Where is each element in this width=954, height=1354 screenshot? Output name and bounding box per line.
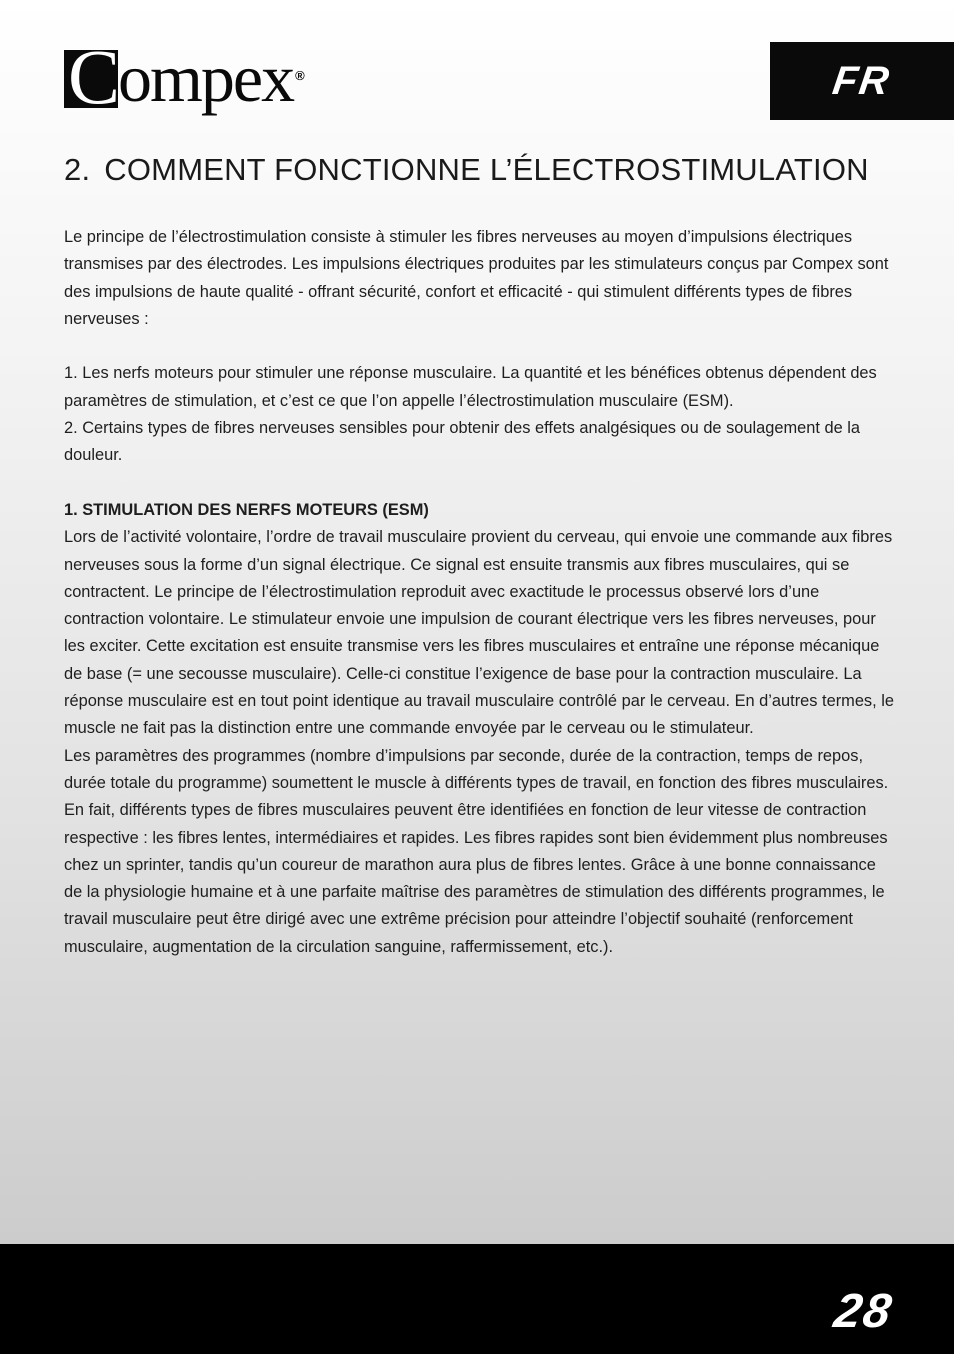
list-item-motor-nerves: 1. Les nerfs moteurs pour stimuler une réponse musculaire. La quantité et les bénéfices obtenus dépendent des paramètres de stimulation, et c’est ce que l’on appelle l’électrostimulation musculaire (ESM). (64, 364, 877, 410)
section-number: 2. (64, 152, 91, 187)
paragraph-program-parameters: Les paramètres des programmes (nombre d’impulsions par seconde, durée de la contraction, temps de repos, durée totale du programme) soumettent le muscle à différents types de travail, en fonction des fibres musculaires. En fait, différents types de fibres musculaires peuvent être identifiées en fonction de leur vitesse de contraction respective : les fibres lentes, intermédiaires et rapides. Les fibres rapides sont bien évidemment plus nombreuses chez un sprinter, tandis qu’un coureur de marathon aura plus de fibres lentes. Grâce à une bonne connaissance de la physiologie humaine et à une parfaite maîtrise des paramètres de stimulation des différents programmes, le travail musculaire peut être dirigé avec une extrême précision pour atteindre l’objectif souhaité (renforcement musculaire, augmentation de la circulation sanguine, raffermissement, etc.). (64, 746, 889, 956)
section-title (64, 152, 869, 188)
footer-bar (0, 1244, 954, 1354)
intro-paragraph: Le principe de l’électrostimulation consiste à stimuler les fibres nerveuses au moyen d’impulsions électriques transmises par des électrodes. Les impulsions électriques produites par les stimulateurs conçus par Compex sont des impulsions de haute qualité - offrant sécurité, confort et efficacité - qui stimulent différents types de fibres nerveuses : (64, 228, 889, 328)
body-content (64, 224, 896, 961)
list-item-sensory-nerves: 2. Certains types de fibres nerveuses sensibles pour obtenir des effets analgésiques ou de soulagement de la douleur. (64, 419, 861, 465)
page-number: 28 (829, 1285, 897, 1338)
logo-initial: C (67, 33, 121, 120)
registered-mark: ® (295, 68, 305, 83)
language-label: FR (830, 58, 894, 103)
logo-wordmark: ompex (118, 40, 294, 116)
paragraph-voluntary-activity: Lors de l’activité volontaire, l’ordre de travail musculaire provient du cerveau, qui envoie une commande aux fibres nerveuses sous la forme d’un signal électrique. Ce signal est ensuite transmis aux fibres musculaires, qui se contractent. Le principe de l’électrostimulation reproduit avec exactitude le processus observé lors d’une contraction volontaire. Le stimulateur envoie une impulsion de courant électrique vers les fibres nerveuses, pour les exciter. Cette excitation est ensuite transmise vers les fibres musculaires et entraîne une réponse mécanique de base (= une secousse musculaire). Celle-ci constitue l’exigence de base pour la contraction musculaire. La réponse musculaire est en tout point identique au travail musculaire contrôlé par le cerveau. En d’autres termes, le muscle ne fait pas la distinction entre une commande envoyée par le cerveau ou le stimulateur. (64, 528, 894, 738)
logo-initial-box (64, 33, 121, 120)
spacer (64, 470, 896, 497)
spacer (64, 333, 896, 360)
subheading: 1. STIMULATION DES NERFS MOTEURS (ESM) (64, 500, 429, 519)
compex-logo (64, 33, 305, 120)
section-title-text: COMMENT FONCTIONNE L’ÉLECTROSTIMULATION (104, 152, 869, 187)
language-tab (770, 42, 954, 120)
